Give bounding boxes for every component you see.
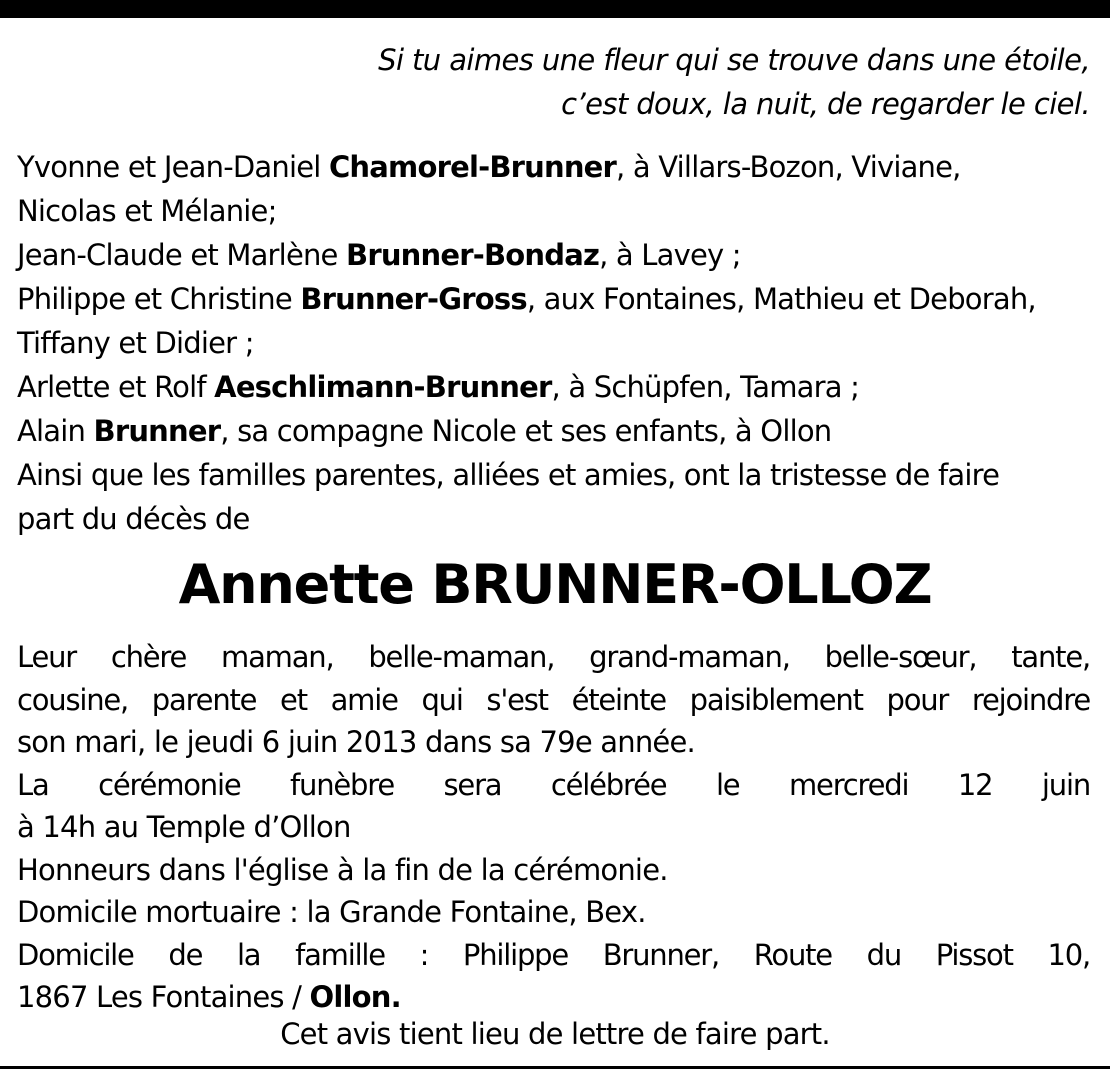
family-surname: Brunner-Gross [300,282,527,316]
body-text: 1867 Les Fontaines / [17,980,310,1014]
family-line: Tiffany et Didier ; [17,326,254,360]
family-line [17,145,1093,189]
family-surname: Aeschlimann-Brunner [214,370,552,404]
body-line: Domicile mortuaire : la Grande Fontaine, Bex. [17,895,646,929]
body-line: La cérémonie funèbre sera célébrée le mercredi 12 juin [17,767,1090,802]
family-text: , à Schüpfen, Tamara ; [551,370,860,404]
family-text: , sa compagne Nicole et ses enfants, à Ollon [220,414,832,448]
family-text: Philippe et Christine [17,282,301,316]
family-announcement [17,145,1093,541]
body-line: à 14h au Temple d’Ollon [17,810,351,844]
quote-line-1: Si tu aimes une fleur qui se trouve dans une étoile, [378,43,1090,77]
body-line: cousine, parente et amie qui s'est éteinte paisiblement pour rejoindre [17,682,1090,717]
body-bold-text: Ollon. [309,980,401,1014]
family-text: Yvonne et Jean-Daniel [17,150,329,184]
quote-line-2: c’est doux, la nuit, de regarder le ciel. [561,87,1090,121]
family-line [17,409,1093,453]
bottom-border-rule [0,1066,1110,1069]
family-line [17,233,1093,277]
body-line: Domicile de la famille : Philippe Brunner, Route du Pissot 10, [17,937,1090,972]
family-surname: Brunner-Bondaz [346,238,600,272]
family-text: Arlette et Rolf [17,370,215,404]
top-border-rule [0,0,1110,18]
family-surname: Brunner [93,414,221,448]
family-text: , à Lavey ; [599,238,741,272]
family-line: Ainsi que les familles parentes, alliées et amies, ont la tristesse de faire [17,458,1000,492]
family-surname: Chamorel-Brunner [328,150,617,184]
family-line: part du décès de [17,502,250,536]
body-line: Leur chère maman, belle-maman, grand-maman, belle-sœur, tante, [17,640,1090,674]
obituary-body [17,636,1090,1019]
body-line: Honneurs dans l'église à la fin de la cérémonie. [17,852,668,887]
family-text: Jean-Claude et Marlène [17,238,347,272]
family-line [17,365,1093,409]
deceased-name: Annette BRUNNER-OLLOZ [178,553,932,616]
family-line [17,277,1093,321]
epigraph-quote [378,38,1090,126]
body-line: son mari, le jeudi 6 juin 2013 dans sa 79e année. [17,725,695,759]
family-text: , à Villars-Bozon, Viviane, [616,150,961,184]
family-line: Nicolas et Mélanie; [17,194,277,228]
family-text: , aux Fontaines, Mathieu et Deborah, [526,282,1036,316]
family-text: Alain [17,414,94,448]
closing-note: Cet avis tient lieu de lettre de faire part. [280,1017,830,1051]
